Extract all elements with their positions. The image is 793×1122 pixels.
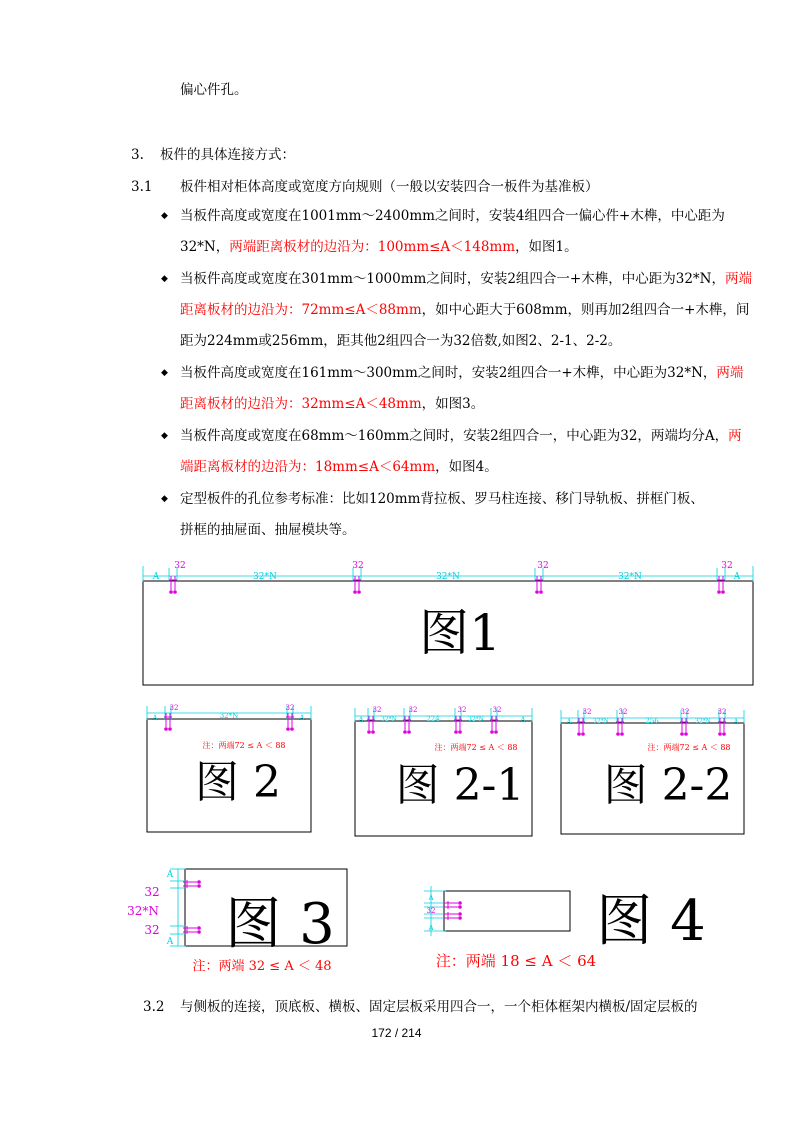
- svg-text:32: 32: [372, 706, 382, 714]
- svg-text:A: A: [428, 924, 434, 932]
- figure-2-2: [561, 708, 744, 834]
- svg-text:A: A: [566, 718, 572, 726]
- figure-1-dim-a-right: A: [733, 572, 741, 582]
- svg-text:32: 32: [582, 708, 592, 716]
- bullet-2-line-3: 距为224mm或256mm，距其他2组四合一为32倍数,如图2、2-1、2-2。: [180, 333, 622, 349]
- bullet-icon: ◆: [161, 274, 168, 284]
- bullet-icon: ◆: [161, 368, 168, 378]
- section-32-text: 与侧板的连接，顶底板、横板、固定层板采用四合一，一个柜体框架内横板/固定层板的: [180, 999, 698, 1015]
- svg-text:A: A: [428, 894, 434, 902]
- svg-text:224: 224: [426, 715, 440, 723]
- figure-1-dim-32: 32: [537, 561, 549, 571]
- section-32-number: 3.2: [143, 999, 165, 1015]
- bullet-4-line-1: 当板件高度或宽度在68mm～160mm之间时，安装2组四合一，中心距为32，两端均分A，两: [180, 428, 742, 444]
- section-31-title: 板件相对柜体高度或宽度方向规则（一般以安装四合一板件为基准板）: [180, 179, 599, 195]
- figure-1-dim-32: 32: [352, 561, 364, 571]
- svg-text:32*N: 32*N: [219, 712, 239, 720]
- bullet-3-line-2: 距离板材的边沿为：32mm≤A＜48mm，如图3。: [180, 396, 485, 412]
- svg-text:32: 32: [169, 704, 179, 712]
- section-3-number: 3.: [131, 147, 144, 163]
- svg-text:32: 32: [408, 706, 418, 714]
- bullet-icon: ◆: [161, 494, 168, 504]
- svg-text:256: 256: [645, 717, 659, 725]
- svg-text:A: A: [299, 714, 305, 722]
- svg-text:A: A: [733, 718, 739, 726]
- figure-3-dim-32n: 32*N: [127, 904, 159, 918]
- svg-text:32*N: 32*N: [593, 718, 609, 725]
- figure-2-note: 注：两端72 ≤ A ＜ 88: [202, 741, 286, 750]
- figure-2-2-note: 注：两端72 ≤ A ＜ 88: [647, 743, 731, 752]
- figure-1-dim-32n: 32*N: [618, 572, 642, 582]
- svg-text:32*N: 32*N: [695, 718, 711, 725]
- figure-4-board: [444, 891, 570, 931]
- bullet-3-line-1: 当板件高度或宽度在161mm～300mm之间时，安装2组四合一+木榫，中心距为32*N，两端: [180, 365, 744, 381]
- figure-2-caption: 图 2: [195, 757, 281, 808]
- svg-text:32*N: 32*N: [381, 716, 397, 723]
- svg-text:32: 32: [492, 706, 502, 714]
- figure-3-note: 注：两端 32 ≤ A ＜ 48: [192, 959, 332, 974]
- page-number: 172 / 214: [371, 1026, 422, 1040]
- svg-text:A: A: [166, 870, 174, 880]
- figure-2-2-caption: 图 2-2: [603, 760, 733, 811]
- figure-3-caption: 图 3: [225, 892, 335, 957]
- figure-1-dim-32: 32: [174, 561, 186, 571]
- svg-text:32: 32: [680, 708, 690, 716]
- svg-text:32: 32: [457, 706, 467, 714]
- figure-2: [147, 704, 311, 832]
- figure-1-dim-32: 32: [721, 561, 733, 571]
- svg-text:A: A: [520, 716, 526, 724]
- bullet-5-line-2: 拼框的抽屉面、抽屉模块等。: [180, 522, 356, 538]
- svg-text:32: 32: [618, 708, 628, 716]
- bullet-icon: ◆: [161, 211, 168, 221]
- svg-text:A: A: [358, 716, 364, 724]
- bullet-icon: ◆: [161, 431, 168, 441]
- bullet-1-line-2: 32*N，两端距离板材的边沿为：100mm≤A＜148mm，如图1。: [180, 239, 578, 255]
- figure-1-dim-32n: 32*N: [253, 572, 277, 582]
- figure-1-dim-a-left: A: [152, 572, 160, 582]
- svg-text:32*N: 32*N: [468, 716, 484, 723]
- figure-1-caption: 图1: [419, 604, 501, 662]
- figure-1: [143, 561, 753, 685]
- figure-3: [127, 869, 347, 974]
- bullet-1-line-1: 当板件高度或宽度在1001mm～2400mm之间时，安装4组四合一偏心件+木榫，中心距为: [180, 208, 725, 224]
- figure-4: [424, 886, 706, 970]
- svg-text:32: 32: [717, 708, 727, 716]
- bullet-2-line-2: 距离板材的边沿为：72mm≤A＜88mm，如中心距大于608mm，则再加2组四合一+木榫，间: [180, 302, 750, 318]
- svg-text:A: A: [152, 714, 158, 722]
- figure-4-note: 注：两端 18 ≤ A ＜ 64: [435, 952, 597, 970]
- intro-line: 偏心件孔。: [180, 82, 248, 98]
- svg-text:32: 32: [285, 704, 295, 712]
- svg-text:A: A: [166, 937, 174, 947]
- figure-2-1-note: 注：两端72 ≤ A ＜ 88: [434, 743, 518, 752]
- figure-4-caption: 图 4: [596, 889, 706, 954]
- section-31-number: 3.1: [131, 179, 153, 195]
- figure-1-dim-32n: 32*N: [436, 572, 460, 582]
- figure-3-dim-32: 32: [144, 923, 160, 937]
- bullet-4-line-2: 端距离板材的边沿为：18mm≤A＜64mm，如图4。: [180, 459, 498, 475]
- section-3-title: 板件的具体连接方式：: [160, 147, 295, 163]
- bullet-5-line-1: 定型板件的孔位参考标准：比如120mm背拉板、罗马柱连接、移门导轨板、拼框门板、: [180, 491, 704, 507]
- figure-2-1-caption: 图 2-1: [395, 760, 525, 811]
- figure-2-1: [355, 706, 532, 836]
- figure-3-dim-32: 32: [144, 885, 160, 899]
- bullet-2-line-1: 当板件高度或宽度在301mm～1000mm之间时，安装2组四合一+木榫，中心距为32*N，两端: [180, 271, 752, 287]
- svg-text:32: 32: [426, 907, 436, 915]
